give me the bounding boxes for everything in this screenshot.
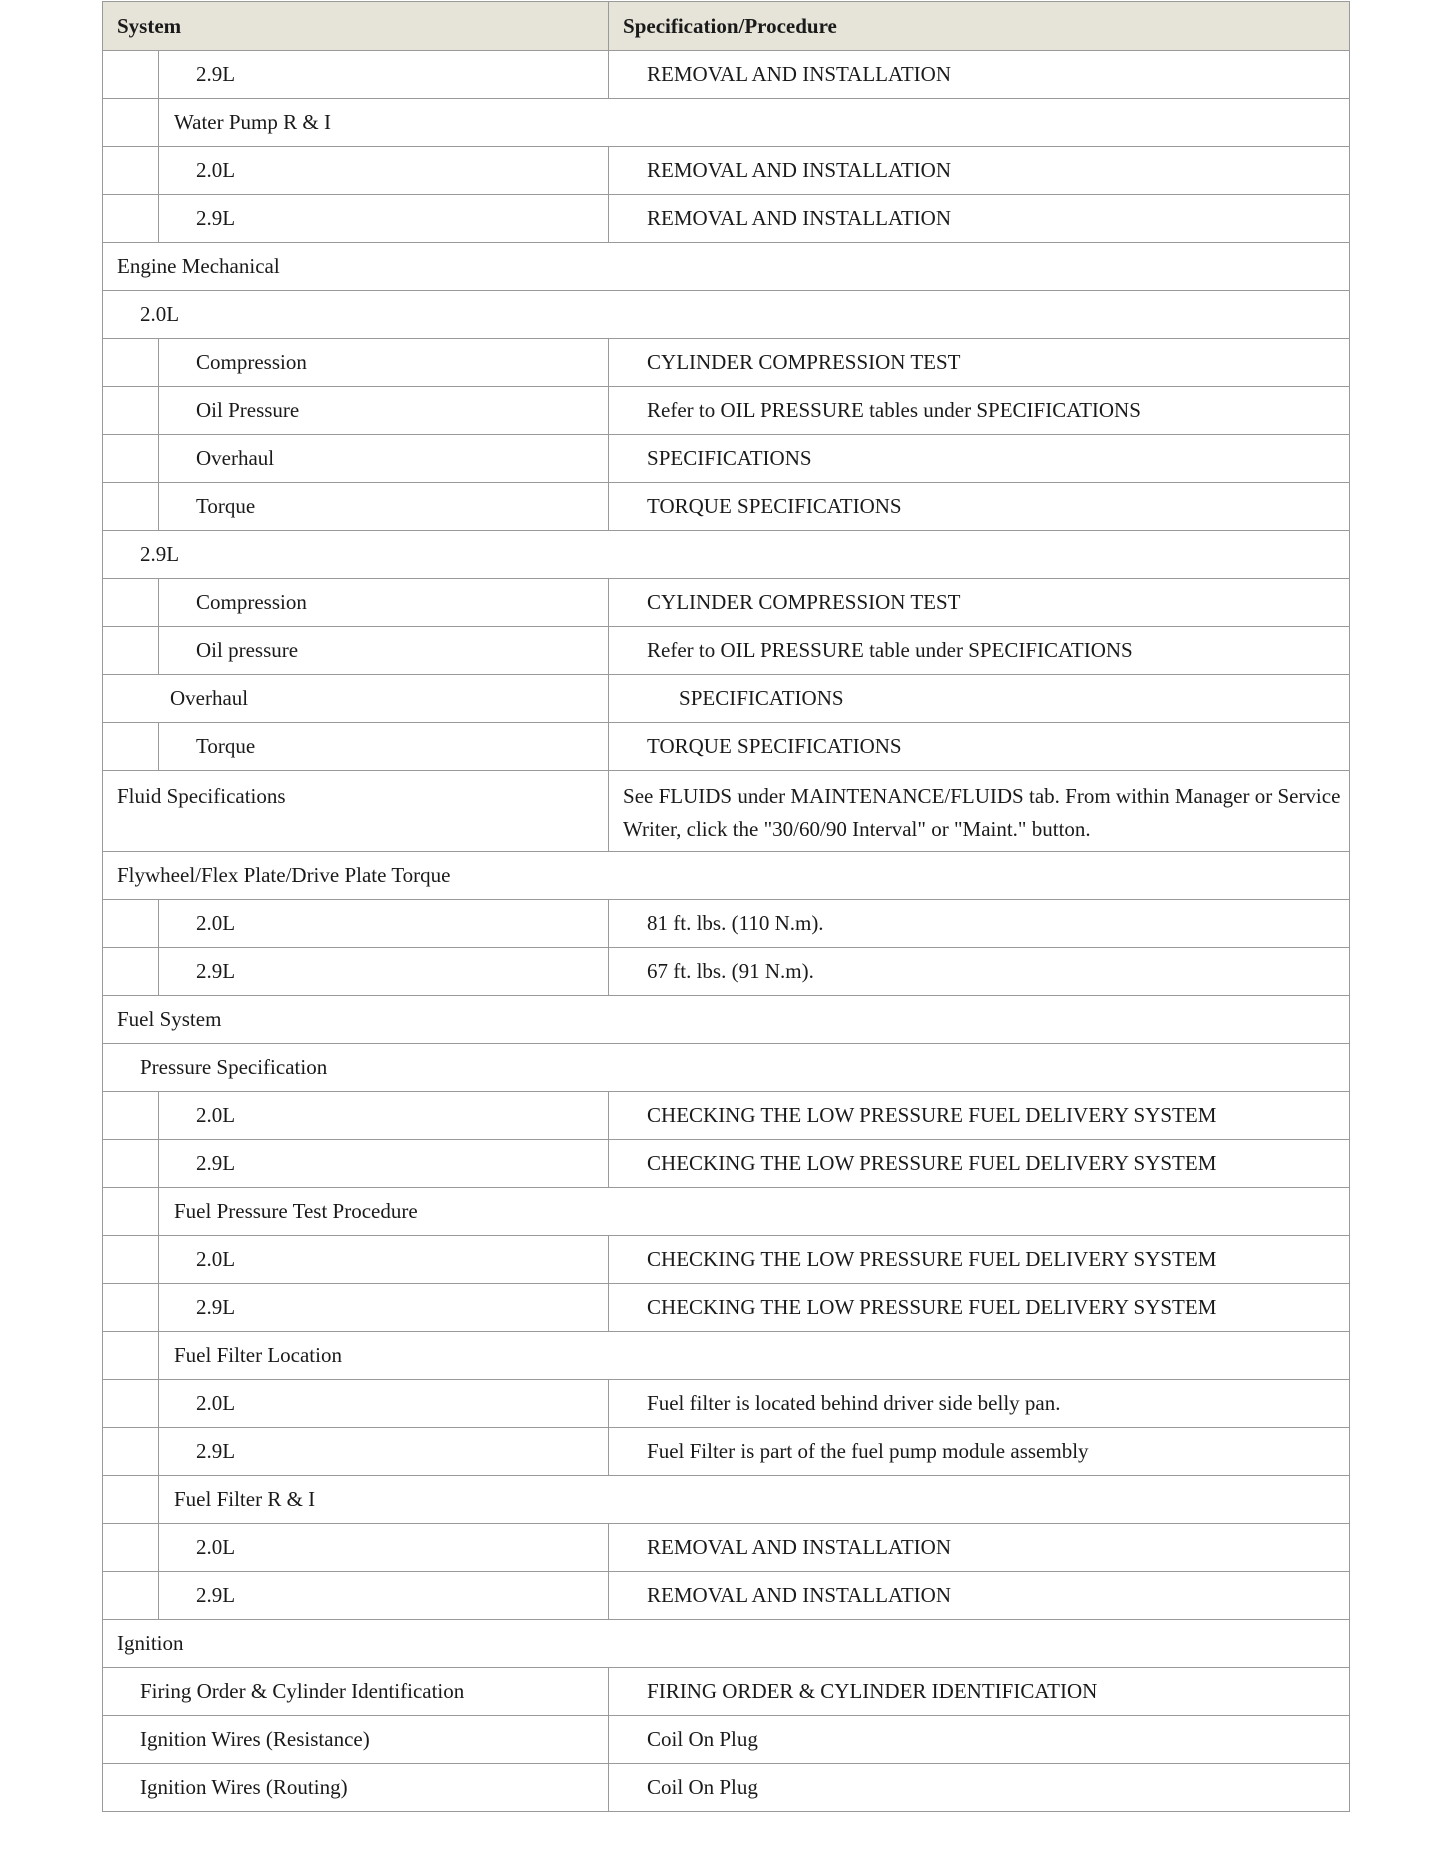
table-row <box>103 948 1350 996</box>
table-row <box>103 1620 1350 1668</box>
spec-text: REMOVAL AND INSTALLATION <box>647 1583 951 1607</box>
spec-text: Coil On Plug <box>647 1775 758 1799</box>
subgroup-heading: Water Pump R & I <box>174 110 331 134</box>
item-label-cell <box>159 900 609 948</box>
indent-cell <box>103 1524 159 1572</box>
spec-text: CHECKING THE LOW PRESSURE FUEL DELIVERY SYSTEM <box>647 1151 1217 1175</box>
table-row <box>103 1044 1350 1092</box>
table-body <box>103 51 1350 1812</box>
indent-cell <box>103 195 159 243</box>
table-row <box>103 1572 1350 1620</box>
table-row <box>103 435 1350 483</box>
spec-text: TORQUE SPECIFICATIONS <box>647 494 902 518</box>
item-label-cell <box>159 147 609 195</box>
spec-text: Refer to OIL PRESSURE tables under SPECIFICATIONS <box>647 398 1141 422</box>
spec-text: FIRING ORDER & CYLINDER IDENTIFICATION <box>647 1679 1098 1703</box>
spec-cell <box>609 1716 1350 1764</box>
group-heading-cell <box>103 531 1350 579</box>
table-row <box>103 291 1350 339</box>
spec-cell <box>609 1668 1350 1716</box>
table-row <box>103 1524 1350 1572</box>
item-label-cell <box>159 1236 609 1284</box>
item-label: 2.9L <box>196 1151 236 1175</box>
group-heading: Pressure Specification <box>140 1055 328 1079</box>
table-row <box>103 1380 1350 1428</box>
spec-cell <box>609 51 1350 99</box>
section-heading: Flywheel/Flex Plate/Drive Plate Torque <box>117 863 451 887</box>
indent-cell <box>103 435 159 483</box>
indent-cell <box>103 1476 159 1524</box>
spec-text: SPECIFICATIONS <box>679 686 844 710</box>
section-heading-cell <box>103 996 1350 1044</box>
indent-cell <box>103 1188 159 1236</box>
table-row <box>103 387 1350 435</box>
subgroup-heading-cell <box>159 1476 1350 1524</box>
item-label-cell <box>159 723 609 771</box>
item-label: 2.0L <box>196 1535 236 1559</box>
subgroup-heading-cell <box>159 99 1350 147</box>
spec-cell <box>609 1428 1350 1476</box>
indent-cell <box>103 1236 159 1284</box>
item-label: 2.9L <box>196 1583 236 1607</box>
spec-cell <box>609 435 1350 483</box>
table-row <box>103 1668 1350 1716</box>
indent-cell <box>103 387 159 435</box>
item-label: 2.0L <box>196 911 236 935</box>
spec-cell <box>609 1236 1350 1284</box>
item-label-cell <box>159 1284 609 1332</box>
section-heading: Ignition <box>117 1631 184 1655</box>
section-heading-cell <box>103 243 1350 291</box>
table-row <box>103 1188 1350 1236</box>
table-row <box>103 1332 1350 1380</box>
table-row <box>103 243 1350 291</box>
spec-cell <box>609 483 1350 531</box>
spec-cell <box>609 723 1350 771</box>
table-row <box>103 852 1350 900</box>
spec-text: REMOVAL AND INSTALLATION <box>647 1535 951 1559</box>
header-specification-procedure: Specification/Procedure <box>609 2 1350 51</box>
item-label: 2.9L <box>196 62 236 86</box>
item-label-cell <box>103 1668 609 1716</box>
specification-table <box>102 1 1350 1812</box>
spec-cell <box>609 1140 1350 1188</box>
group-heading-cell <box>103 291 1350 339</box>
indent-cell <box>103 900 159 948</box>
indent-cell <box>103 579 159 627</box>
item-label: Torque <box>196 734 256 758</box>
spec-text: 81 ft. lbs. (110 N.m). <box>647 911 824 935</box>
spec-cell <box>609 948 1350 996</box>
item-label: 2.9L <box>196 959 236 983</box>
table-row <box>103 1092 1350 1140</box>
table-row <box>103 996 1350 1044</box>
spec-text: Fuel Filter is part of the fuel pump module assembly <box>647 1439 1089 1463</box>
indent-cell <box>103 99 159 147</box>
item-label-cell <box>159 948 609 996</box>
table-row <box>103 1140 1350 1188</box>
item-label-cell <box>159 1524 609 1572</box>
item-label: Overhaul <box>170 686 249 710</box>
subgroup-heading: Fuel Pressure Test Procedure <box>174 1199 418 1223</box>
spec-text: REMOVAL AND INSTALLATION <box>647 62 951 86</box>
indent-cell <box>103 1380 159 1428</box>
indent-cell <box>103 51 159 99</box>
section-heading-cell <box>103 1620 1350 1668</box>
section-heading-cell <box>103 852 1350 900</box>
table-row <box>103 147 1350 195</box>
item-label-cell <box>159 483 609 531</box>
item-label: Fluid Specifications <box>117 784 286 808</box>
group-heading: 2.9L <box>140 542 180 566</box>
table-row <box>103 1716 1350 1764</box>
spec-cell <box>609 900 1350 948</box>
indent-cell <box>103 1284 159 1332</box>
spec-text: Refer to OIL PRESSURE table under SPECIFICATIONS <box>647 638 1133 662</box>
item-label-cell <box>159 195 609 243</box>
spec-cell <box>609 1764 1350 1812</box>
item-label-cell <box>159 1380 609 1428</box>
item-label: Compression <box>196 590 307 614</box>
item-label: Torque <box>196 494 256 518</box>
indent-cell <box>103 627 159 675</box>
spec-cell <box>609 675 1350 723</box>
item-label-cell <box>159 579 609 627</box>
item-label-cell <box>159 387 609 435</box>
table-row <box>103 579 1350 627</box>
item-label: Firing Order & Cylinder Identification <box>140 1679 465 1703</box>
spec-text: Fuel filter is located behind driver side belly pan. <box>647 1391 1061 1415</box>
spec-text: CYLINDER COMPRESSION TEST <box>647 590 961 614</box>
spec-cell <box>609 1284 1350 1332</box>
indent-cell <box>103 1428 159 1476</box>
item-label-cell <box>159 51 609 99</box>
item-label-cell <box>159 1428 609 1476</box>
spec-text: CHECKING THE LOW PRESSURE FUEL DELIVERY SYSTEM <box>647 1295 1217 1319</box>
spec-cell <box>609 1572 1350 1620</box>
spec-text: REMOVAL AND INSTALLATION <box>647 206 951 230</box>
table-row <box>103 1764 1350 1812</box>
table-row <box>103 1236 1350 1284</box>
item-label-cell <box>159 1092 609 1140</box>
subgroup-heading-cell <box>159 1332 1350 1380</box>
table-row <box>103 723 1350 771</box>
spec-cell <box>609 339 1350 387</box>
subgroup-heading: Fuel Filter R & I <box>174 1487 316 1511</box>
item-label-cell <box>103 771 609 852</box>
indent-cell <box>103 723 159 771</box>
table-row <box>103 1284 1350 1332</box>
header-system: System <box>103 2 609 51</box>
table-row <box>103 483 1350 531</box>
indent-cell <box>103 1572 159 1620</box>
spec-text: See FLUIDS under MAINTENANCE/FLUIDS tab. From within Manager or Service Writer, click the "30/60/90 Interval" or "Maint." button. <box>623 784 1341 841</box>
indent-cell <box>103 147 159 195</box>
item-label: Oil pressure <box>196 638 299 662</box>
item-label: 2.9L <box>196 1439 236 1463</box>
spec-cell <box>609 627 1350 675</box>
indent-cell <box>103 1092 159 1140</box>
table-row <box>103 339 1350 387</box>
item-label: Compression <box>196 350 307 374</box>
group-heading-cell <box>103 1044 1350 1092</box>
spec-text: CHECKING THE LOW PRESSURE FUEL DELIVERY SYSTEM <box>647 1103 1217 1127</box>
indent-cell <box>103 948 159 996</box>
spec-cell <box>609 771 1350 852</box>
spec-cell <box>609 195 1350 243</box>
spec-text: CYLINDER COMPRESSION TEST <box>647 350 961 374</box>
table-row <box>103 900 1350 948</box>
item-label: Ignition Wires (Resistance) <box>140 1727 370 1751</box>
table-row <box>103 675 1350 723</box>
spec-cell <box>609 147 1350 195</box>
table-row <box>103 627 1350 675</box>
subgroup-heading: Fuel Filter Location <box>174 1343 342 1367</box>
indent-cell <box>103 339 159 387</box>
item-label: 2.0L <box>196 1103 236 1127</box>
item-label-cell <box>159 627 609 675</box>
item-label-cell <box>159 1572 609 1620</box>
spec-text: CHECKING THE LOW PRESSURE FUEL DELIVERY SYSTEM <box>647 1247 1217 1271</box>
spec-cell <box>609 579 1350 627</box>
spec-text: Coil On Plug <box>647 1727 758 1751</box>
table-row <box>103 771 1350 852</box>
item-label: 2.9L <box>196 206 236 230</box>
section-heading: Fuel System <box>117 1007 222 1031</box>
table-header <box>103 2 1350 51</box>
item-label: Oil Pressure <box>196 398 300 422</box>
indent-cell <box>103 483 159 531</box>
subgroup-heading-cell <box>159 1188 1350 1236</box>
spec-cell <box>609 1380 1350 1428</box>
item-label-cell <box>103 1716 609 1764</box>
item-label: 2.0L <box>196 158 236 182</box>
spec-text: TORQUE SPECIFICATIONS <box>647 734 902 758</box>
item-label: 2.0L <box>196 1247 236 1271</box>
table-row <box>103 51 1350 99</box>
indent-cell <box>103 1140 159 1188</box>
table-row <box>103 1428 1350 1476</box>
spec-text: 67 ft. lbs. (91 N.m). <box>647 959 814 983</box>
item-label: Overhaul <box>196 446 275 470</box>
spec-text: REMOVAL AND INSTALLATION <box>647 158 951 182</box>
group-heading: 2.0L <box>140 302 180 326</box>
table-row <box>103 1476 1350 1524</box>
item-label-cell <box>103 1764 609 1812</box>
table-row <box>103 195 1350 243</box>
spec-text: SPECIFICATIONS <box>647 446 812 470</box>
header-row <box>103 2 1350 51</box>
item-label-cell <box>159 1140 609 1188</box>
spec-cell <box>609 1524 1350 1572</box>
item-label-cell <box>159 339 609 387</box>
indent-cell <box>103 1332 159 1380</box>
item-label: 2.0L <box>196 1391 236 1415</box>
section-heading: Engine Mechanical <box>117 254 280 278</box>
spec-cell <box>609 387 1350 435</box>
item-label-cell <box>103 675 609 723</box>
spec-cell <box>609 1092 1350 1140</box>
table-row <box>103 99 1350 147</box>
item-label: 2.9L <box>196 1295 236 1319</box>
item-label-cell <box>159 435 609 483</box>
table-row <box>103 531 1350 579</box>
item-label: Ignition Wires (Routing) <box>140 1775 348 1799</box>
